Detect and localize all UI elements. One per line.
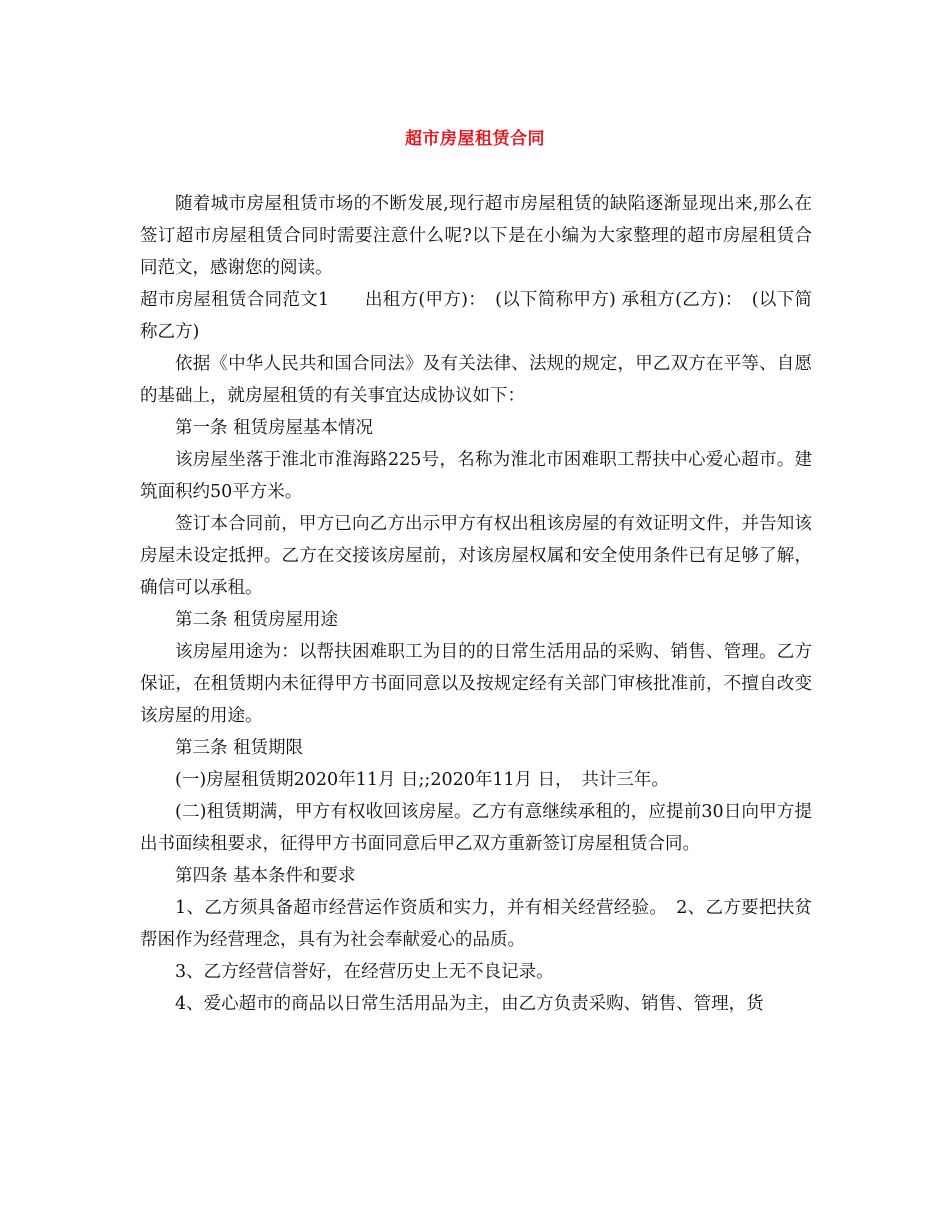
- paragraph: (二)租赁期满，甲方有权收回该房屋。乙方有意继续承租的，应提前30日向甲方提出书面续租要求，征得甲方书面同意后甲乙双方重新签订房屋租赁合同。: [140, 802, 812, 854]
- paragraph: 1、乙方须具备超市经营运作资质和实力，并有相关经营经验。 2、乙方要把扶贫帮困作为经营理念，具有为社会奉献爱心的品质。: [140, 898, 812, 950]
- paragraph: 依据《中华人民共和国合同法》及有关法律、法规的规定，甲乙双方在平等、自愿的基础上，就房屋租赁的有关事宜达成协议如下：: [140, 354, 812, 406]
- paragraph: 该房屋坐落于淮北市淮海路225号，名称为淮北市困难职工帮扶中心爱心超市。建筑面积约50平方米。: [140, 450, 812, 502]
- paragraph: 第一条 租赁房屋基本情况: [175, 418, 374, 438]
- paragraph: 3、乙方经营信誉好，在经营历史上无不良记录。: [175, 962, 554, 982]
- document-body: [140, 188, 812, 1020]
- paragraph: 超市房屋租赁合同范文1 出租方(甲方)： (以下简称甲方) 承租方(乙方)： (以下简称乙方): [140, 290, 812, 342]
- paragraph: (一)房屋租赁期2020年11月 日;;2020年11月 日， 共计三年。: [175, 770, 669, 790]
- paragraph: 随着城市房屋租赁市场的不断发展,现行超市房屋租赁的缺陷逐渐显现出来,那么在签订超市房屋租赁合同时需要注意什么呢?以下是在小编为大家整理的超市房屋租赁合同范文，感谢您的阅读。: [140, 194, 812, 278]
- paragraph: 该房屋用途为：以帮扶困难职工为目的的日常生活用品的采购、销售、管理。乙方保证，在租赁期内未征得甲方书面同意以及按规定经有关部门审核批准前，不擅自改变该房屋的用途。: [140, 642, 812, 726]
- paragraph: 签订本合同前，甲方已向乙方出示甲方有权出租该房屋的有效证明文件，并告知该房屋未设定抵押。乙方在交接该房屋前，对该房屋权属和安全使用条件已有足够了解，确信可以承租。: [140, 514, 812, 598]
- paragraph: 4、爱心超市的商品以日常生活用品为主，由乙方负责采购、销售、管理，货: [175, 994, 764, 1014]
- paragraph: 第二条 租赁房屋用途: [175, 610, 339, 630]
- paragraph: 第四条 基本条件和要求: [175, 866, 356, 886]
- document-title: 超市房屋租赁合同: [405, 129, 545, 149]
- paragraph: 第三条 租赁期限: [175, 738, 304, 758]
